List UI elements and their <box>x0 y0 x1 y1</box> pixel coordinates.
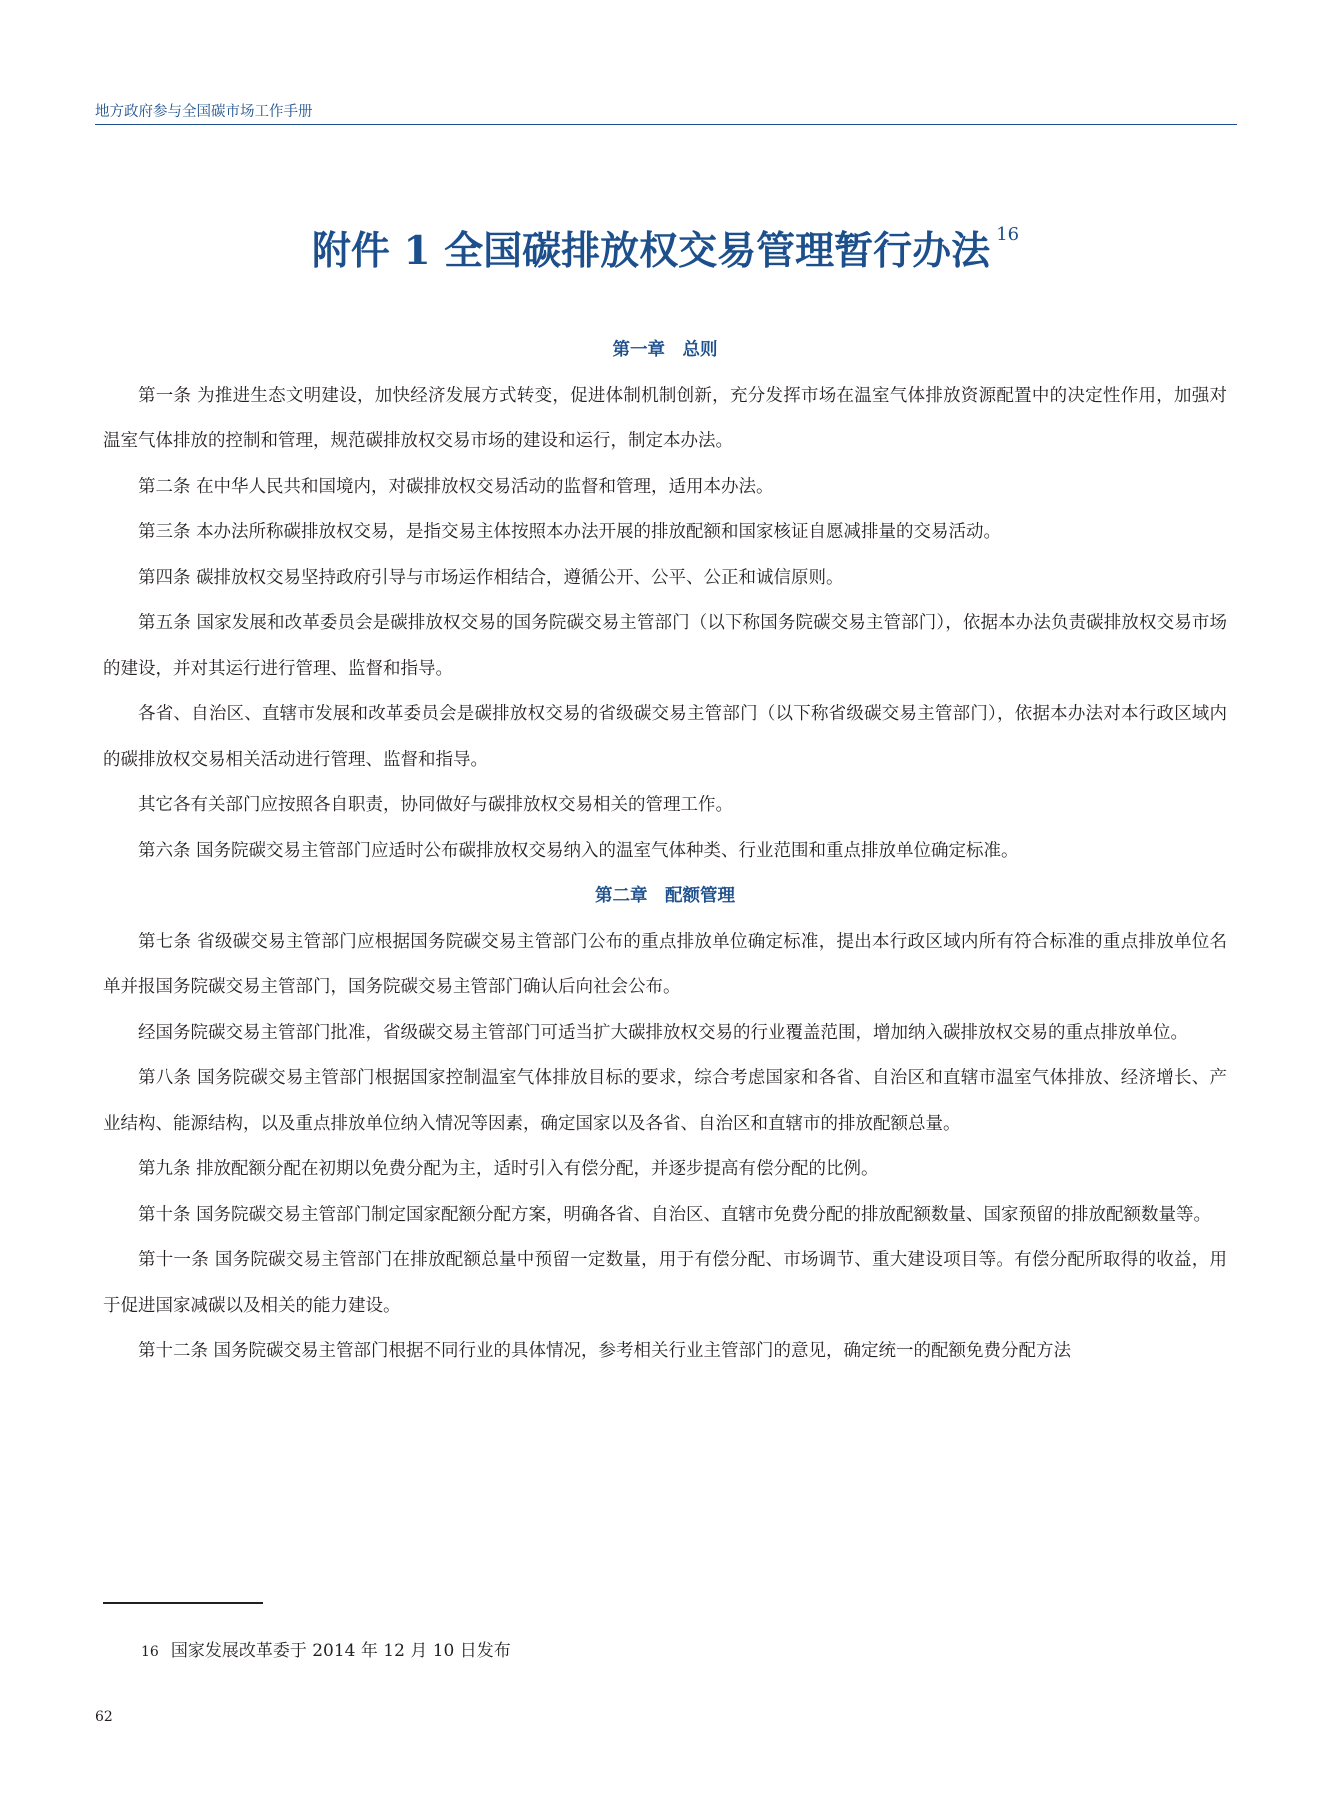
title-footnote-ref[interactable]: 16 <box>996 224 1020 245</box>
paragraph: 第四条 碳排放权交易坚持政府引导与市场运作相结合，遵循公开、公平、公正和诚信原则。 <box>138 567 844 588</box>
paragraph: 第三条 本办法所称碳排放权交易，是指交易主体按照本办法开展的排放配额和国家核证自愿减排量的交易活动。 <box>138 522 1002 542</box>
paragraph: 经国务院碳交易主管部门批准，省级碳交易主管部门可适当扩大碳排放权交易的行业覆盖范围，增加纳入碳排放权交易的重点排放单位。 <box>138 1022 1188 1043</box>
page-title <box>0 220 1331 276</box>
footnote-number: 16 <box>141 1644 159 1660</box>
footnote-rule <box>103 1602 263 1604</box>
paragraph: 第十一条 国务院碳交易主管部门在排放配额总量中预留一定数量，用于有偿分配、市场调节、重大建设项目等。有偿分配所取得的收益，用于促进国家减碳以及相关的能力建设。 <box>103 1250 1227 1316</box>
page-title-text: 附件 1 全国碳排放权交易管理暂行办法 <box>311 228 991 274</box>
paragraph: 第六条 国务院碳交易主管部门应适时公布碳排放权交易纳入的温室气体种类、行业范围和重点排放单位确定标准。 <box>138 840 1019 861</box>
running-header: 地方政府参与全国碳市场工作手册 <box>95 104 313 120</box>
page-number: 62 <box>95 1709 113 1725</box>
body-text <box>103 328 1227 1375</box>
paragraph: 第五条 国家发展和改革委员会是碳排放权交易的国务院碳交易主管部门（以下称国务院碳交易主管部门），依据本办法负责碳排放权交易市场的建设，并对其运行进行管理、监督和指导。 <box>103 613 1227 679</box>
header-rule <box>95 124 1237 125</box>
paragraph: 各省、自治区、直辖市发展和改革委员会是碳排放权交易的省级碳交易主管部门（以下称省级碳交易主管部门），依据本办法对本行政区域内的碳排放权交易相关活动进行管理、监督和指导。 <box>103 704 1227 770</box>
paragraph: 第十条 国务院碳交易主管部门制定国家配额分配方案，明确各省、自治区、直辖市免费分配的排放配额数量、国家预留的排放配额数量等。 <box>138 1204 1212 1225</box>
paragraph: 第十二条 国务院碳交易主管部门根据不同行业的具体情况，参考相关行业主管部门的意见，确定统一的配额免费分配方法 <box>138 1341 1072 1361</box>
paragraph: 第九条 排放配额分配在初期以免费分配为主，适时引入有偿分配，并逐步提高有偿分配的比例。 <box>138 1159 879 1179</box>
paragraph: 第七条 省级碳交易主管部门应根据国务院碳交易主管部门公布的重点排放单位确定标准，提出本行政区域内所有符合标准的重点排放单位名单并报国务院碳交易主管部门，国务院碳交易主管部门确认后向社会公布。 <box>103 931 1227 997</box>
paragraph: 第八条 国务院碳交易主管部门根据国家控制温室气体排放目标的要求，综合考虑国家和各省、自治区和直辖市温室气体排放、经济增长、产业结构、能源结构，以及重点排放单位纳入情况等因素，确定国家以及各省、自治区和直辖市的排放配额总量。 <box>103 1068 1227 1134</box>
paragraph: 第一条 为推进生态文明建设，加快经济发展方式转变，促进体制机制创新，充分发挥市场在温室气体排放资源配置中的决定性作用，加强对温室气体排放的控制和管理，规范碳排放权交易市场的建设和运行，制定本办法。 <box>103 385 1227 451</box>
footnote <box>141 1636 511 1661</box>
footnote-text: 国家发展改革委于 2014 年 12 月 10 日发布 <box>170 1641 511 1661</box>
paragraph: 其它各有关部门应按照各自职责，协同做好与碳排放权交易相关的管理工作。 <box>138 795 733 815</box>
paragraph: 第二条 在中华人民共和国境内，对碳排放权交易活动的监督和管理，适用本办法。 <box>138 476 774 497</box>
chapter-heading-2: 第二章 配额管理 <box>595 886 735 906</box>
chapter-heading-1: 第一章 总则 <box>612 340 718 360</box>
